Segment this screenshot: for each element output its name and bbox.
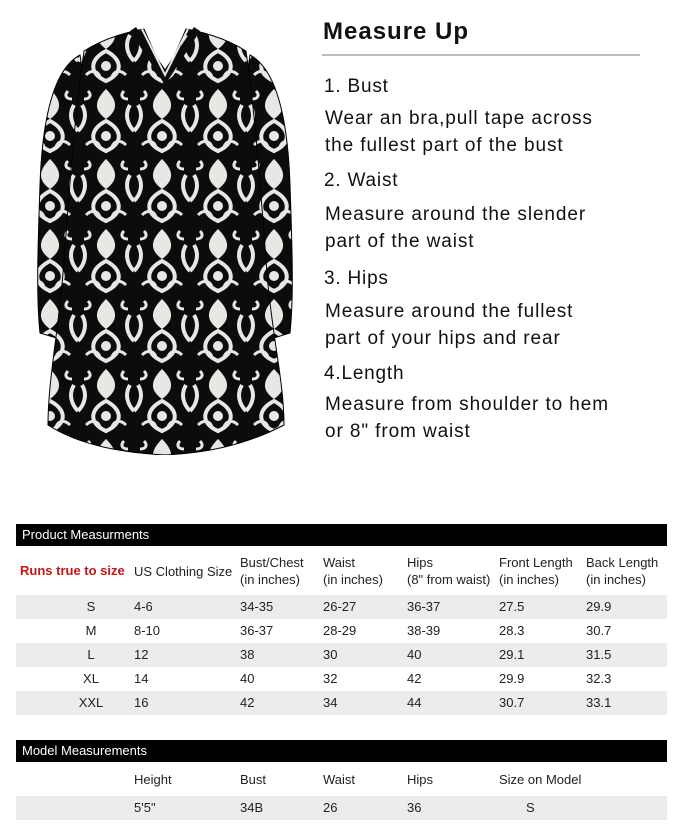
cell-front: 28.3 [499, 623, 525, 638]
cell-hips: 40 [407, 647, 422, 662]
step-length-desc: Measure from shoulder to hem or 8" from waist [325, 394, 609, 442]
guide-divider [322, 54, 640, 56]
model-header-waist: Waist [323, 772, 356, 787]
header-back-length: Back Length (in inches) [586, 555, 659, 587]
model-header-bust: Bust [240, 772, 267, 787]
cell-us: 14 [134, 671, 149, 686]
table-row [16, 667, 667, 691]
cell-bust: 36-37 [240, 623, 274, 638]
product-photo [22, 15, 308, 455]
cell-back: 30.7 [586, 623, 612, 638]
cell-bust: 34-35 [240, 599, 274, 614]
cell-waist: 32 [323, 671, 338, 686]
cell-hips: 42 [407, 671, 422, 686]
model-height: 5'5" [134, 800, 156, 815]
table-row [16, 619, 667, 643]
cell-waist: 34 [323, 695, 338, 710]
cell-us: 8-10 [134, 623, 161, 638]
cell-hips: 44 [407, 695, 422, 710]
step-hips-desc: Measure around the fullest part of your hips and rear [325, 301, 574, 349]
cell-us: 4-6 [134, 599, 153, 614]
step-length-label: 4.Length [324, 363, 405, 384]
model-header-hips: Hips [407, 772, 434, 787]
model-table-title: Model Measurements [16, 740, 667, 762]
cell-us: 12 [134, 647, 149, 662]
cell-bust: 42 [240, 695, 255, 710]
cell-front: 29.9 [499, 671, 525, 686]
cell-us: 16 [134, 695, 149, 710]
cell-size: S [86, 599, 96, 614]
header-front-length: Front Length (in inches) [499, 555, 573, 587]
cell-back: 31.5 [586, 647, 612, 662]
cell-size: XXL [78, 695, 104, 710]
cell-front: 30.7 [499, 695, 525, 710]
model-header-height: Height [134, 772, 172, 787]
model-bust: 34B [240, 800, 264, 815]
table-row [16, 643, 667, 667]
model-size: S [526, 800, 535, 815]
header-hips: Hips (8" from waist) [407, 555, 491, 587]
step-hips-label: 3. Hips [324, 268, 389, 289]
cell-hips: 38-39 [407, 623, 441, 638]
cell-hips: 36-37 [407, 599, 441, 614]
runs-true-note: Runs true to size [20, 563, 125, 578]
model-header-size: Size on Model [499, 772, 582, 787]
product-table-title: Product Measurments [16, 524, 667, 546]
cell-front: 27.5 [499, 599, 525, 614]
header-us-size: US Clothing Size [134, 564, 233, 579]
cell-waist: 30 [323, 647, 338, 662]
guide-title: Measure Up [323, 18, 470, 45]
model-hips: 36 [407, 800, 422, 815]
header-waist: Waist (in inches) [323, 555, 383, 587]
cell-size: XL [83, 671, 99, 686]
cell-back: 33.1 [586, 695, 612, 710]
model-row [16, 796, 667, 820]
cell-bust: 38 [240, 647, 255, 662]
cell-back: 29.9 [586, 599, 612, 614]
model-waist: 26 [323, 800, 338, 815]
table-row [16, 595, 667, 619]
header-bust: Bust/Chest (in inches) [240, 555, 304, 587]
measure-guide [322, 18, 662, 442]
cell-size: M [85, 623, 97, 638]
cell-bust: 40 [240, 671, 255, 686]
cell-back: 32.3 [586, 671, 612, 686]
cell-front: 29.1 [499, 647, 525, 662]
step-bust-label: 1. Bust [324, 76, 389, 97]
cell-waist: 28-29 [323, 623, 357, 638]
step-bust-desc: Wear an bra,pull tape across the fullest part of the bust [325, 108, 593, 156]
table-row [16, 691, 667, 715]
step-waist-label: 2. Waist [324, 170, 399, 191]
step-waist-desc: Measure around the slender part of the waist [325, 204, 587, 252]
cell-waist: 26-27 [323, 599, 357, 614]
cell-size: L [87, 647, 95, 662]
